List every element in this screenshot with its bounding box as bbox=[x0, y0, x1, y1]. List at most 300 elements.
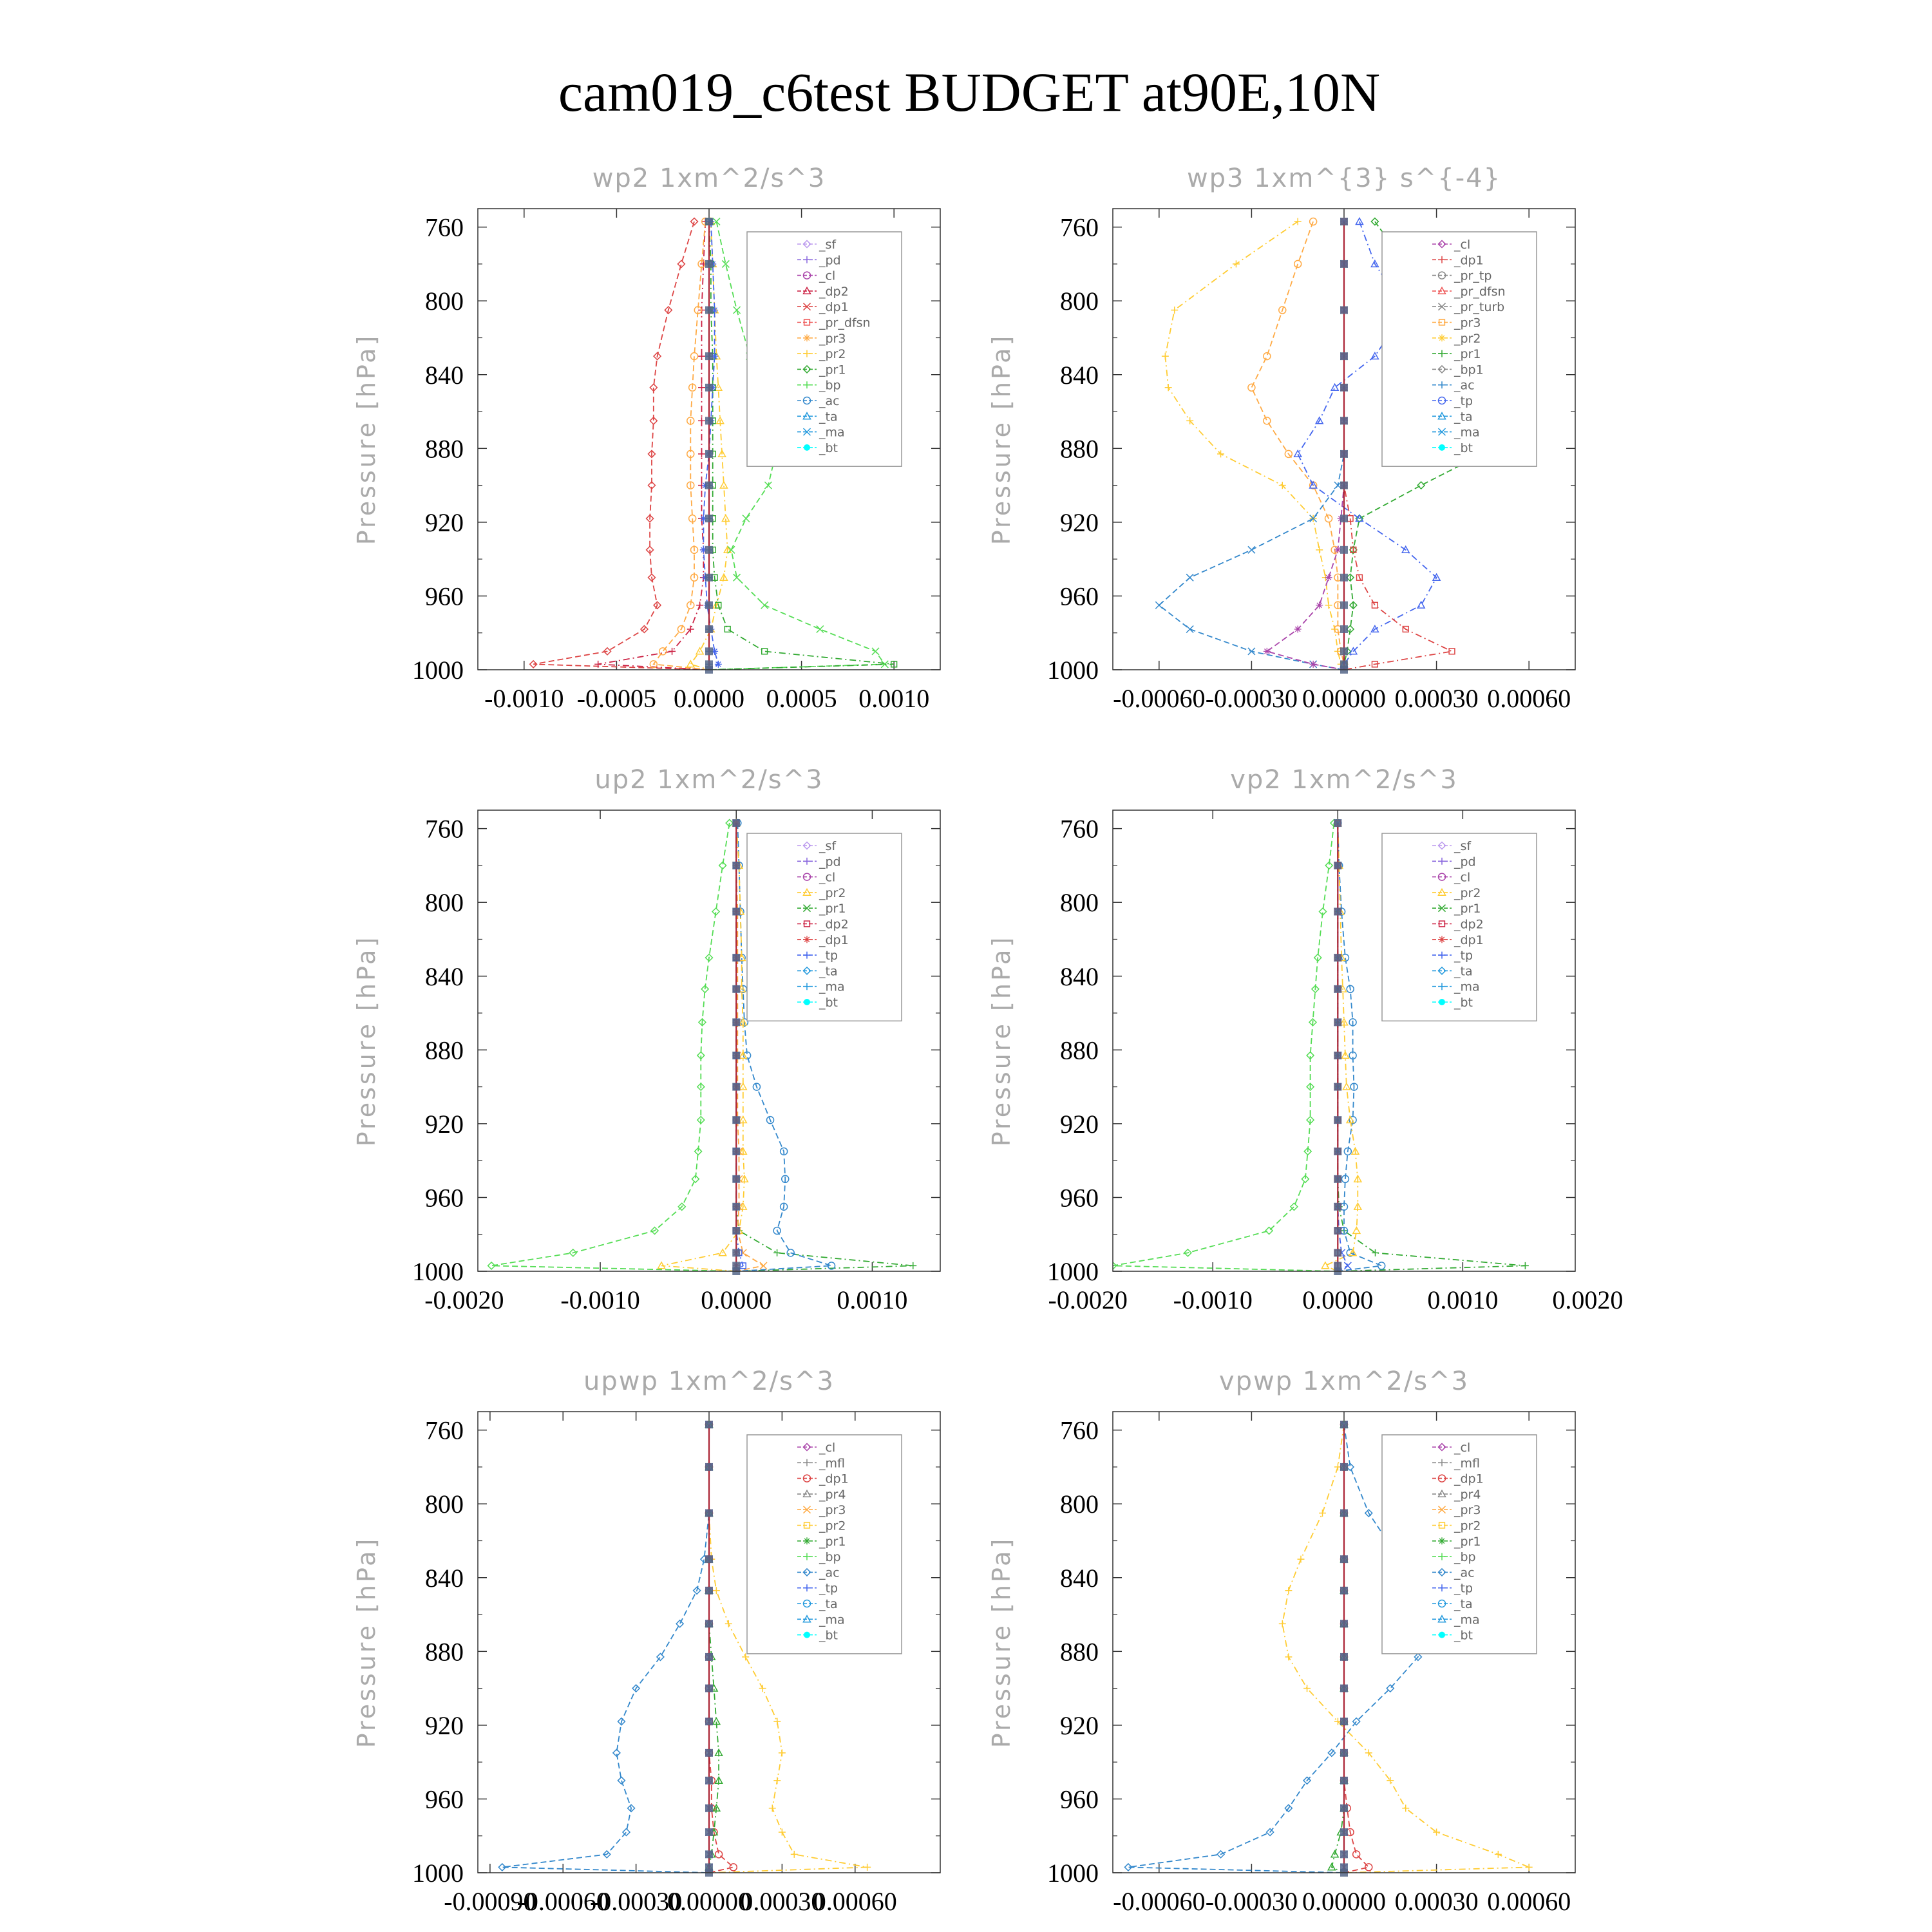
data-point bbox=[1319, 1510, 1326, 1517]
zero-marker bbox=[732, 985, 740, 993]
zero-marker bbox=[732, 954, 740, 961]
data-point bbox=[1344, 1262, 1351, 1269]
y-tick-label: 920 bbox=[425, 507, 464, 537]
zero-marker bbox=[1340, 515, 1348, 522]
zero-marker bbox=[1340, 1653, 1348, 1661]
legend-label: _ma bbox=[1454, 425, 1480, 440]
data-point bbox=[872, 648, 879, 655]
legend-label: _pr_tp bbox=[1454, 269, 1492, 283]
x-tick-label: -0.0005 bbox=[576, 684, 657, 713]
data-point bbox=[698, 417, 705, 424]
legend bbox=[1382, 232, 1537, 466]
zero-marker bbox=[732, 1227, 740, 1235]
panel-title: wp2 1xm^2/s^3 bbox=[592, 164, 826, 193]
y-tick-label: 800 bbox=[1060, 888, 1099, 918]
legend-swatch-marker bbox=[804, 999, 810, 1005]
y-tick-label: 760 bbox=[425, 1416, 464, 1445]
y-axis-title: Pressure [hPa] bbox=[987, 333, 1016, 545]
zero-marker bbox=[1334, 1175, 1341, 1183]
y-tick-label: 840 bbox=[425, 1563, 464, 1593]
legend-label: _pr3 bbox=[819, 331, 846, 346]
data-point bbox=[1316, 546, 1323, 553]
zero-marker bbox=[705, 1804, 713, 1812]
zero-marker bbox=[1340, 546, 1348, 554]
y-tick-label: 840 bbox=[1060, 1563, 1099, 1593]
series-line-tp bbox=[1338, 823, 1381, 1271]
legend-swatch-marker bbox=[804, 444, 810, 451]
zero-marker bbox=[705, 1421, 713, 1428]
zero-marker bbox=[1340, 1777, 1348, 1785]
zero-marker bbox=[1340, 574, 1348, 582]
legend-label: _bp bbox=[819, 1550, 841, 1565]
legend-swatch-marker bbox=[1439, 444, 1445, 451]
x-tick-label: 0.0020 bbox=[1552, 1285, 1624, 1314]
data-point bbox=[1155, 601, 1162, 609]
data-point bbox=[773, 1777, 781, 1784]
legend-label: _ta bbox=[1454, 964, 1473, 979]
y-tick-label: 840 bbox=[425, 961, 464, 991]
zero-marker bbox=[1340, 1587, 1348, 1595]
data-point bbox=[1372, 602, 1378, 608]
x-tick-label: 0.0000 bbox=[1302, 1285, 1374, 1314]
zero-marker bbox=[705, 260, 713, 268]
zero-marker bbox=[705, 1587, 713, 1595]
data-point bbox=[1264, 648, 1271, 655]
zero-marker bbox=[1334, 1052, 1341, 1059]
data-point bbox=[1522, 1262, 1529, 1269]
legend-label: _pr1 bbox=[1454, 902, 1481, 916]
data-point bbox=[1294, 450, 1302, 457]
zero-marker bbox=[1334, 862, 1341, 869]
legend-swatch-marker bbox=[804, 1632, 810, 1638]
zero-marker bbox=[1340, 601, 1348, 609]
x-tick-label: 0.00030 bbox=[1394, 1887, 1479, 1916]
y-tick-label: 920 bbox=[1060, 1109, 1099, 1139]
y-tick-label: 880 bbox=[425, 434, 464, 464]
legend-label: _dp1 bbox=[819, 300, 849, 315]
y-tick-label: 1000 bbox=[1047, 1257, 1099, 1286]
y-tick-label: 1000 bbox=[412, 1859, 464, 1888]
legend-label: _ac bbox=[1454, 378, 1475, 393]
x-tick-label: 0.00030 bbox=[1394, 684, 1479, 713]
legend-label: _pr3 bbox=[1454, 316, 1481, 330]
y-tick-label: 880 bbox=[1060, 1637, 1099, 1667]
legend-label: _pr1 bbox=[819, 363, 846, 377]
legend-label: _ma bbox=[1454, 1613, 1480, 1627]
data-point bbox=[864, 1864, 871, 1871]
zero-marker bbox=[705, 1555, 713, 1563]
x-tick-label: 0.0010 bbox=[1427, 1285, 1499, 1314]
panel-title: vpwp 1xm^2/s^3 bbox=[1218, 1367, 1470, 1396]
data-point bbox=[1526, 1864, 1533, 1871]
legend-label: _bt bbox=[1454, 440, 1473, 455]
legend-label: _pr4 bbox=[1454, 1487, 1481, 1502]
x-tick-label: -0.0020 bbox=[1048, 1285, 1128, 1314]
data-point bbox=[769, 1804, 776, 1812]
data-point bbox=[676, 1620, 683, 1627]
legend-label: _pr_dfsn bbox=[819, 316, 871, 330]
x-tick-label: 0.00000 bbox=[1302, 1887, 1386, 1916]
legend bbox=[747, 1435, 902, 1654]
y-tick-label: 920 bbox=[425, 1710, 464, 1740]
x-tick-label: 0.0000 bbox=[674, 684, 744, 713]
panel-6 bbox=[987, 1367, 1575, 1916]
data-point bbox=[1417, 601, 1425, 608]
legend-label: _dp1 bbox=[1454, 1472, 1484, 1486]
zero-marker bbox=[705, 515, 713, 522]
zero-marker bbox=[705, 1685, 713, 1692]
zero-marker bbox=[732, 1052, 740, 1059]
x-tick-label: -0.00060 bbox=[516, 1887, 609, 1916]
zero-marker bbox=[705, 482, 713, 489]
data-point bbox=[787, 1249, 794, 1256]
legend-label: _pr2 bbox=[1454, 1519, 1481, 1533]
panel-2 bbox=[987, 164, 1575, 713]
legend-label: _ma bbox=[819, 425, 845, 440]
data-point bbox=[1353, 1851, 1360, 1858]
legend-label: _sf bbox=[819, 238, 837, 252]
figure-title: cam019_c6test BUDGET at90E,10N bbox=[558, 61, 1381, 123]
zero-marker bbox=[1334, 985, 1341, 993]
zero-marker bbox=[705, 1828, 713, 1836]
series-line-tp bbox=[1159, 222, 1344, 670]
legend-label: _pr2 bbox=[819, 347, 846, 362]
x-tick-label: -0.0010 bbox=[484, 684, 564, 713]
data-point bbox=[1186, 625, 1193, 632]
data-point bbox=[909, 1262, 916, 1269]
zero-marker bbox=[1340, 1685, 1348, 1692]
y-tick-label: 880 bbox=[1060, 1036, 1099, 1065]
legend-label: _mfl bbox=[819, 1456, 845, 1471]
legend-label: _bt bbox=[1454, 996, 1473, 1010]
data-point bbox=[804, 936, 811, 943]
zero-marker bbox=[1340, 450, 1348, 458]
legend-label: _ac bbox=[1454, 1566, 1475, 1580]
legend-label: _pr3 bbox=[1454, 1503, 1481, 1518]
legend-label: _cl bbox=[1454, 238, 1471, 252]
y-tick-label: 760 bbox=[425, 213, 464, 242]
data-point bbox=[1233, 260, 1240, 267]
legend-label: _pd bbox=[1454, 855, 1476, 869]
zero-marker bbox=[1334, 954, 1341, 961]
y-tick-label: 760 bbox=[1060, 1416, 1099, 1445]
zero-marker bbox=[1340, 1850, 1348, 1858]
y-tick-label: 1000 bbox=[412, 656, 464, 685]
y-tick-label: 840 bbox=[1060, 360, 1099, 390]
legend-label: _tp bbox=[819, 1581, 838, 1596]
legend-label: _bt bbox=[819, 996, 838, 1010]
legend-label: _pr2 bbox=[819, 886, 846, 900]
x-tick-label: 0.00060 bbox=[1487, 684, 1571, 713]
data-point bbox=[1297, 1556, 1304, 1563]
data-point bbox=[1248, 384, 1255, 391]
legend-label: _mfl bbox=[1454, 1456, 1480, 1471]
x-tick-label: 0.0005 bbox=[766, 684, 837, 713]
zero-marker bbox=[1340, 384, 1348, 392]
legend-label: _ac bbox=[819, 1566, 840, 1580]
legend-label: _pr1 bbox=[1454, 347, 1481, 362]
zero-marker bbox=[1340, 1620, 1348, 1627]
zero-marker bbox=[705, 352, 713, 360]
zero-marker bbox=[1340, 1718, 1348, 1725]
zero-marker bbox=[705, 417, 713, 424]
legend-label: _bt bbox=[819, 440, 838, 455]
data-point bbox=[1186, 574, 1193, 581]
zero-marker bbox=[705, 384, 713, 392]
data-point bbox=[1371, 353, 1378, 359]
zero-marker bbox=[732, 1083, 740, 1091]
x-tick-label: -0.00090 bbox=[444, 1887, 536, 1916]
legend-label: _pd bbox=[819, 855, 841, 869]
data-point bbox=[713, 1587, 720, 1594]
panel-title: vp2 1xm^2/s^3 bbox=[1230, 765, 1458, 795]
legend-label: _cl bbox=[819, 1441, 836, 1455]
data-point bbox=[761, 601, 768, 609]
x-tick-label: 0.00000 bbox=[1302, 684, 1386, 713]
data-point bbox=[804, 334, 811, 341]
zero-marker bbox=[705, 546, 713, 554]
zero-marker bbox=[1340, 647, 1348, 655]
x-tick-label: -0.0010 bbox=[1173, 1285, 1253, 1314]
data-point bbox=[743, 515, 750, 522]
series-line-pr3 bbox=[654, 222, 709, 670]
legend-label: _ta bbox=[1454, 410, 1473, 424]
series-line-pr3 bbox=[1251, 222, 1344, 670]
zero-marker bbox=[705, 647, 713, 655]
legend-label: _dp2 bbox=[1454, 917, 1484, 932]
data-point bbox=[1165, 384, 1172, 391]
y-tick-label: 800 bbox=[1060, 1490, 1099, 1519]
zero-marker bbox=[1340, 307, 1348, 314]
data-point bbox=[817, 625, 824, 632]
panel-title: wp3 1xm^{3} s^{-4} bbox=[1186, 164, 1502, 193]
legend-swatch-marker bbox=[1439, 1632, 1445, 1638]
data-point bbox=[696, 601, 703, 609]
y-tick-label: 760 bbox=[1060, 213, 1099, 242]
legend-label: _pr_dfsn bbox=[1454, 284, 1506, 299]
series-line-cl bbox=[1267, 222, 1344, 670]
data-point bbox=[1285, 1653, 1292, 1660]
panel-1 bbox=[352, 164, 940, 713]
legend-label: _cl bbox=[819, 269, 836, 283]
legend bbox=[747, 833, 902, 1021]
panel-title: up2 1xm^2/s^3 bbox=[594, 765, 824, 795]
y-tick-label: 960 bbox=[1060, 582, 1099, 611]
data-point bbox=[1439, 334, 1446, 341]
y-tick-label: 960 bbox=[425, 1785, 464, 1814]
data-point bbox=[1325, 601, 1332, 609]
y-axis-title: Pressure [hPa] bbox=[987, 934, 1016, 1147]
x-tick-label: 0.0010 bbox=[858, 684, 930, 713]
zero-marker bbox=[1340, 482, 1348, 489]
zero-marker bbox=[1340, 417, 1348, 424]
data-point bbox=[659, 648, 667, 655]
y-tick-label: 1000 bbox=[1047, 656, 1099, 685]
y-tick-label: 960 bbox=[425, 1183, 464, 1213]
zero-marker bbox=[705, 574, 713, 582]
y-tick-label: 1000 bbox=[412, 1257, 464, 1286]
legend-label: _pr2 bbox=[1454, 331, 1481, 346]
legend-label: _pr2 bbox=[819, 1519, 846, 1533]
y-tick-label: 760 bbox=[1060, 814, 1099, 844]
zero-marker bbox=[705, 450, 713, 458]
zero-marker bbox=[1340, 1749, 1348, 1757]
data-point bbox=[1279, 1620, 1286, 1627]
legend-label: _pr_turb bbox=[1454, 300, 1505, 315]
legend-label: _dp1 bbox=[819, 933, 849, 947]
data-point bbox=[1162, 353, 1169, 360]
data-point bbox=[734, 307, 741, 314]
zero-marker bbox=[1340, 260, 1348, 268]
y-tick-label: 800 bbox=[425, 1490, 464, 1519]
zero-marker bbox=[732, 1116, 740, 1124]
legend-label: _pr4 bbox=[819, 1487, 846, 1502]
zero-marker bbox=[705, 1718, 713, 1725]
zero-marker bbox=[705, 218, 713, 225]
data-point bbox=[1325, 574, 1332, 581]
legend bbox=[1382, 1435, 1537, 1654]
panel-3 bbox=[352, 765, 940, 1314]
legend-label: _bt bbox=[1454, 1628, 1473, 1643]
zero-marker bbox=[705, 601, 713, 609]
legend bbox=[1382, 833, 1537, 1021]
data-point bbox=[773, 1249, 781, 1256]
legend-label: _dp1 bbox=[819, 1472, 849, 1486]
legend-label: _bt bbox=[819, 1628, 838, 1643]
data-point bbox=[1310, 661, 1317, 668]
legend-label: _pr3 bbox=[819, 1503, 846, 1518]
zero-marker bbox=[732, 862, 740, 869]
zero-marker bbox=[1334, 1249, 1341, 1256]
legend-label: _ma bbox=[819, 1613, 845, 1627]
y-tick-label: 760 bbox=[425, 814, 464, 844]
panel-5 bbox=[352, 1367, 940, 1916]
zero-marker bbox=[1340, 352, 1348, 360]
legend-label: _bp bbox=[819, 378, 841, 393]
data-point bbox=[698, 450, 705, 457]
legend-label: _ta bbox=[1454, 1597, 1473, 1611]
legend-label: _pr1 bbox=[819, 1534, 846, 1549]
y-axis-title: Pressure [hPa] bbox=[352, 934, 381, 1147]
data-point bbox=[742, 1653, 749, 1660]
series-line-dp1 bbox=[491, 823, 736, 1271]
zero-marker bbox=[1334, 908, 1341, 916]
x-tick-label: -0.00030 bbox=[1205, 684, 1298, 713]
zero-marker bbox=[1340, 1421, 1348, 1428]
data-point bbox=[779, 1828, 786, 1835]
y-tick-label: 880 bbox=[1060, 434, 1099, 464]
zero-marker bbox=[732, 1148, 740, 1155]
y-tick-label: 920 bbox=[425, 1109, 464, 1139]
x-tick-label: 0.00030 bbox=[740, 1887, 824, 1916]
legend-label: _cl bbox=[1454, 1441, 1471, 1455]
y-tick-label: 800 bbox=[425, 888, 464, 918]
zero-marker bbox=[1334, 819, 1341, 827]
x-tick-label: 0.00000 bbox=[667, 1887, 751, 1916]
panel-4 bbox=[987, 765, 1623, 1314]
zero-marker bbox=[732, 1175, 740, 1183]
legend bbox=[747, 232, 902, 466]
zero-marker bbox=[1334, 1203, 1341, 1211]
data-point bbox=[1417, 482, 1425, 489]
legend-label: _cl bbox=[1454, 870, 1471, 885]
y-tick-label: 920 bbox=[1060, 1710, 1099, 1740]
data-point bbox=[1439, 936, 1446, 943]
legend-label: _sf bbox=[1454, 839, 1472, 853]
data-point bbox=[1356, 218, 1363, 225]
data-point bbox=[724, 627, 730, 632]
series-line-dp1 bbox=[533, 222, 709, 670]
y-axis-title: Pressure [hPa] bbox=[352, 333, 381, 545]
zero-marker bbox=[1334, 1083, 1341, 1091]
legend-label: _bp1 bbox=[1454, 363, 1484, 377]
data-point bbox=[698, 384, 705, 391]
zero-marker bbox=[732, 1018, 740, 1026]
data-point bbox=[1294, 218, 1302, 225]
zero-marker bbox=[1340, 1463, 1348, 1471]
data-point bbox=[759, 1685, 766, 1692]
legend-label: _ma bbox=[1454, 980, 1480, 994]
data-point bbox=[687, 661, 694, 667]
y-tick-label: 920 bbox=[1060, 507, 1099, 537]
series-line-dp1 bbox=[1113, 823, 1338, 1271]
zero-marker bbox=[705, 1510, 713, 1517]
legend-swatch-marker bbox=[1439, 999, 1445, 1005]
legend-label: _pd bbox=[819, 253, 841, 268]
zero-marker bbox=[705, 1653, 713, 1661]
legend-label: _ma bbox=[819, 980, 845, 994]
zero-marker bbox=[1334, 1148, 1341, 1155]
data-point bbox=[1316, 601, 1323, 609]
legend-label: _ta bbox=[819, 1597, 838, 1611]
data-point bbox=[1264, 417, 1271, 424]
data-point bbox=[1449, 649, 1455, 654]
y-tick-label: 800 bbox=[1060, 287, 1099, 316]
legend-label: _cl bbox=[819, 870, 836, 885]
zero-marker bbox=[1340, 1804, 1348, 1812]
data-point bbox=[1495, 1851, 1502, 1858]
legend-label: _dp1 bbox=[1454, 933, 1484, 947]
data-point bbox=[696, 648, 703, 654]
x-tick-label: -0.00060 bbox=[1113, 1887, 1206, 1916]
zero-marker bbox=[1340, 1555, 1348, 1563]
y-tick-label: 960 bbox=[1060, 1785, 1099, 1814]
data-point bbox=[1353, 1227, 1360, 1233]
x-tick-label: -0.00030 bbox=[1205, 1887, 1298, 1916]
legend-label: _ta bbox=[819, 964, 838, 979]
y-axis-title: Pressure [hPa] bbox=[352, 1536, 381, 1748]
y-tick-label: 880 bbox=[425, 1637, 464, 1667]
data-point bbox=[1372, 1249, 1379, 1256]
data-point bbox=[1248, 546, 1255, 553]
x-tick-label: 0.00060 bbox=[813, 1887, 897, 1916]
data-point bbox=[715, 661, 722, 668]
zero-marker bbox=[1334, 1116, 1341, 1124]
zero-marker bbox=[705, 1620, 713, 1627]
zero-marker bbox=[705, 307, 713, 314]
x-tick-label: 0.0000 bbox=[701, 1285, 772, 1314]
y-tick-label: 880 bbox=[425, 1036, 464, 1065]
legend-label: _ta bbox=[819, 410, 838, 424]
zero-marker bbox=[1340, 1510, 1348, 1517]
y-axis-title: Pressure [hPa] bbox=[987, 1536, 1016, 1748]
y-tick-label: 960 bbox=[425, 582, 464, 611]
data-point bbox=[1264, 353, 1271, 360]
data-point bbox=[1321, 1262, 1329, 1269]
x-tick-label: -0.0020 bbox=[424, 1285, 504, 1314]
data-point bbox=[677, 260, 685, 267]
data-point bbox=[1378, 1262, 1385, 1269]
